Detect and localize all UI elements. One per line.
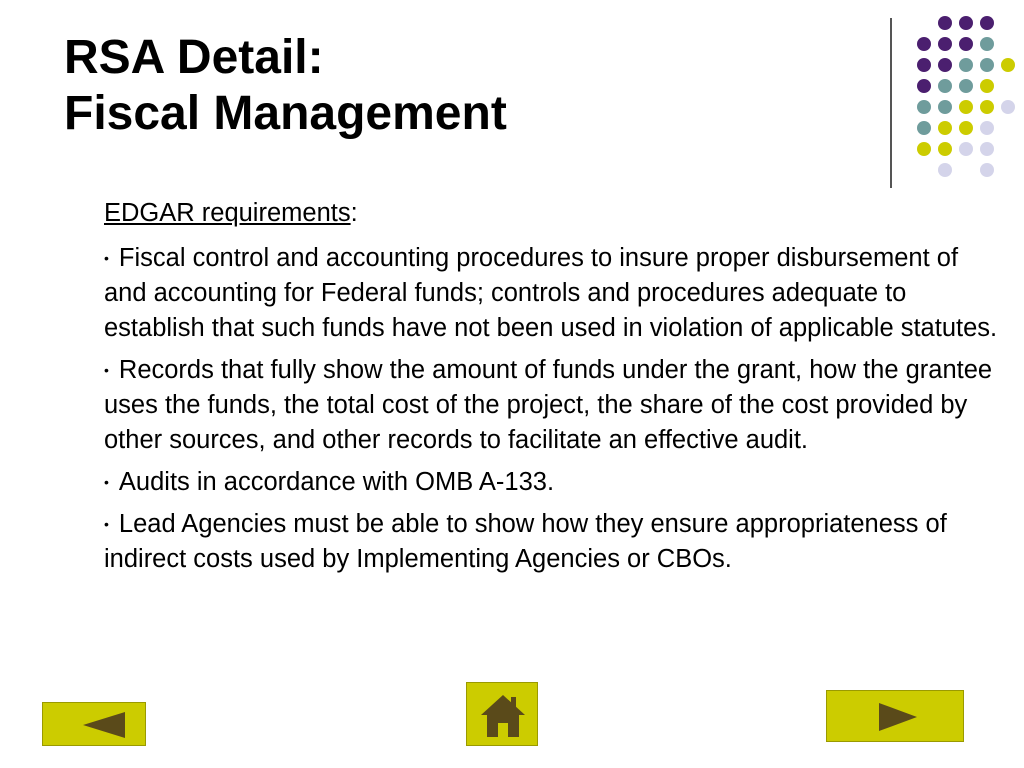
decorative-dot bbox=[938, 142, 952, 156]
bullet-icon: • bbox=[104, 474, 109, 490]
decorative-dot bbox=[938, 16, 952, 30]
bullet-icon: • bbox=[104, 362, 109, 378]
bullet-item-2 bbox=[104, 353, 1004, 458]
previous-slide-button[interactable] bbox=[42, 702, 146, 746]
decorative-dot bbox=[980, 163, 994, 177]
decorative-dot bbox=[938, 37, 952, 51]
decorative-dot bbox=[959, 79, 973, 93]
decorative-dot bbox=[959, 121, 973, 135]
decorative-dot bbox=[980, 121, 994, 135]
decorative-dot bbox=[938, 58, 952, 72]
decorative-dot bbox=[980, 79, 994, 93]
decorative-dot bbox=[917, 121, 931, 135]
decorative-dot bbox=[917, 79, 931, 93]
triangle-right-icon bbox=[827, 691, 965, 743]
bullet-text-4: Lead Agencies must be able to show how they ensure appropriateness of indirect costs used by Implementing Agencies or CBOs. bbox=[104, 510, 947, 573]
bullet-icon: • bbox=[104, 516, 109, 532]
decorative-dot bbox=[959, 37, 973, 51]
decorative-dot bbox=[917, 58, 931, 72]
decorative-dot bbox=[959, 16, 973, 30]
bullet-text-1: Fiscal control and accounting procedures to insure proper disbursement of and accounting for Federal funds; controls and procedures adequate to establish that such funds have not been used in violation of applicable statutes. bbox=[104, 244, 998, 342]
subheading-text: EDGAR requirements bbox=[104, 199, 351, 227]
decorative-divider bbox=[890, 18, 892, 188]
slide-body bbox=[104, 196, 1004, 584]
decorative-dot bbox=[980, 16, 994, 30]
bullet-text-3: Audits in accordance with OMB A-133. bbox=[118, 468, 555, 496]
decorative-dot bbox=[1001, 58, 1015, 72]
bullet-item-1 bbox=[104, 241, 1004, 346]
decorative-dot bbox=[980, 142, 994, 156]
bullet-text-2: Records that fully show the amount of funds under the grant, how the grantee uses the funds, the total cost of the project, the share of the cost provided by other sources, and other records to facilitate an effective audit. bbox=[104, 356, 993, 454]
decorative-dot bbox=[1001, 100, 1015, 114]
decorative-dot bbox=[980, 58, 994, 72]
next-slide-button[interactable] bbox=[826, 690, 964, 742]
decorative-dot bbox=[917, 37, 931, 51]
bullet-icon: • bbox=[104, 250, 109, 266]
decorative-dot bbox=[938, 163, 952, 177]
decorative-dot bbox=[980, 100, 994, 114]
subheading-colon: : bbox=[350, 199, 358, 227]
decorative-dot bbox=[959, 58, 973, 72]
bullet-item-4 bbox=[104, 507, 1004, 577]
decorative-dot bbox=[980, 37, 994, 51]
home-button[interactable] bbox=[466, 682, 538, 746]
decorative-dot bbox=[938, 79, 952, 93]
slide-title bbox=[64, 30, 507, 142]
title-line-2: Fiscal Management bbox=[64, 87, 507, 140]
title-line-1: RSA Detail: bbox=[64, 31, 324, 84]
subheading bbox=[104, 196, 1004, 231]
triangle-left-icon bbox=[43, 703, 147, 747]
decorative-dot bbox=[917, 142, 931, 156]
decorative-dot bbox=[959, 142, 973, 156]
bullet-item-3 bbox=[104, 465, 1004, 500]
decorative-dot bbox=[938, 100, 952, 114]
decorative-dot bbox=[959, 100, 973, 114]
decorative-dot bbox=[917, 100, 931, 114]
home-icon bbox=[467, 683, 539, 747]
decorative-dot bbox=[938, 121, 952, 135]
